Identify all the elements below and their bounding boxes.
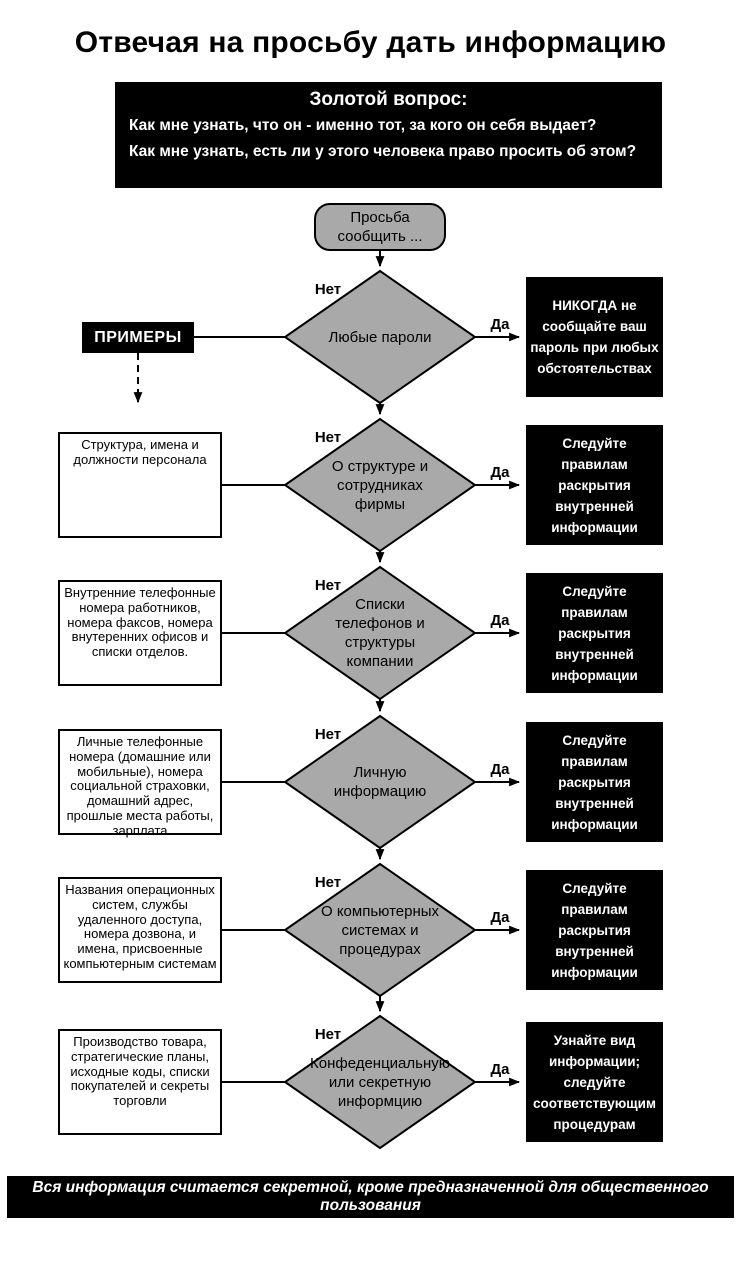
example-box: Структура, имена и должности персонала <box>58 432 222 538</box>
golden-question-line1: Как мне узнать, что он - именно тот, за кого он себя выдает? <box>129 117 597 134</box>
decision-label: Списки телефонов и структуры компании <box>335 596 425 670</box>
example-box: Названия операционных систем, службы удаленного доступа, номера дозвона, и имена, присвоенные компьютерным системам <box>58 877 222 983</box>
start-node-label: Просьба сообщить ... <box>337 209 423 245</box>
branch-yes-label: Да <box>490 909 510 926</box>
example-box: Внутренние телефонные номера работников, номера факсов, номера внутеренних офисов и списки отделов. <box>58 580 222 686</box>
branch-no-label: Нет <box>314 577 342 594</box>
decision-label: О структуре и сотрудниках фирмы <box>331 457 429 513</box>
golden-question-line2: Как мне узнать, есть ли у этого человека право просить об этом? <box>129 143 637 160</box>
branch-no-label: Нет <box>314 726 342 743</box>
action-box: Следуйте правилам раскрытия внутренней информации <box>526 722 663 842</box>
action-box: Следуйте правилам раскрытия внутренней информации <box>526 870 663 990</box>
branch-yes-label: Да <box>490 316 510 333</box>
footer-note-text: Вся информация считается секретной, кроме предназначенной для общественного пользования <box>32 1179 709 1214</box>
decision-label: О компьютерных системах и процедурах <box>320 902 440 958</box>
branch-yes-label: Да <box>490 1061 510 1078</box>
page-title: Отвечая на просьбу дать информацию <box>74 26 667 59</box>
branch-yes-label: Да <box>490 464 510 481</box>
action-box: НИКОГДА не сообщайте ваш пароль при любых обстоятельствах <box>526 277 663 397</box>
decision-label: Личную информацию <box>333 764 427 800</box>
branch-no-label: Нет <box>314 874 342 891</box>
action-box: Следуйте правилам раскрытия внутренней информации <box>526 425 663 545</box>
branch-no-label: Нет <box>314 429 342 446</box>
decision-label: Любые пароли <box>328 328 432 346</box>
decision-label: Конфеденциальную или секретную информцию <box>309 1054 450 1110</box>
golden-question-box <box>115 82 662 188</box>
examples-pointer <box>82 322 194 353</box>
example-box: Производство товара, стратегические планы, исходные коды, списки покупателей и секреты торговли <box>58 1029 222 1135</box>
branch-yes-label: Да <box>490 761 510 778</box>
branch-yes-label: Да <box>490 612 510 629</box>
footer-note-bar <box>7 1176 734 1218</box>
branch-no-label: Нет <box>314 281 342 298</box>
start-node <box>314 203 446 251</box>
examples-pointer-label: ПРИМЕРЫ <box>94 328 182 346</box>
golden-question-heading: Золотой вопрос: <box>309 89 468 110</box>
action-box: Узнайте вид информации; следуйте соответствующим процедурам <box>526 1022 663 1142</box>
action-box: Следуйте правилам раскрытия внутренней информации <box>526 573 663 693</box>
example-box: Личные телефонные номера (домашние или мобильные), номера социальной страховки, домашний адрес, прошлые места работы, зарплата <box>58 729 222 835</box>
branch-no-label: Нет <box>314 1026 342 1043</box>
